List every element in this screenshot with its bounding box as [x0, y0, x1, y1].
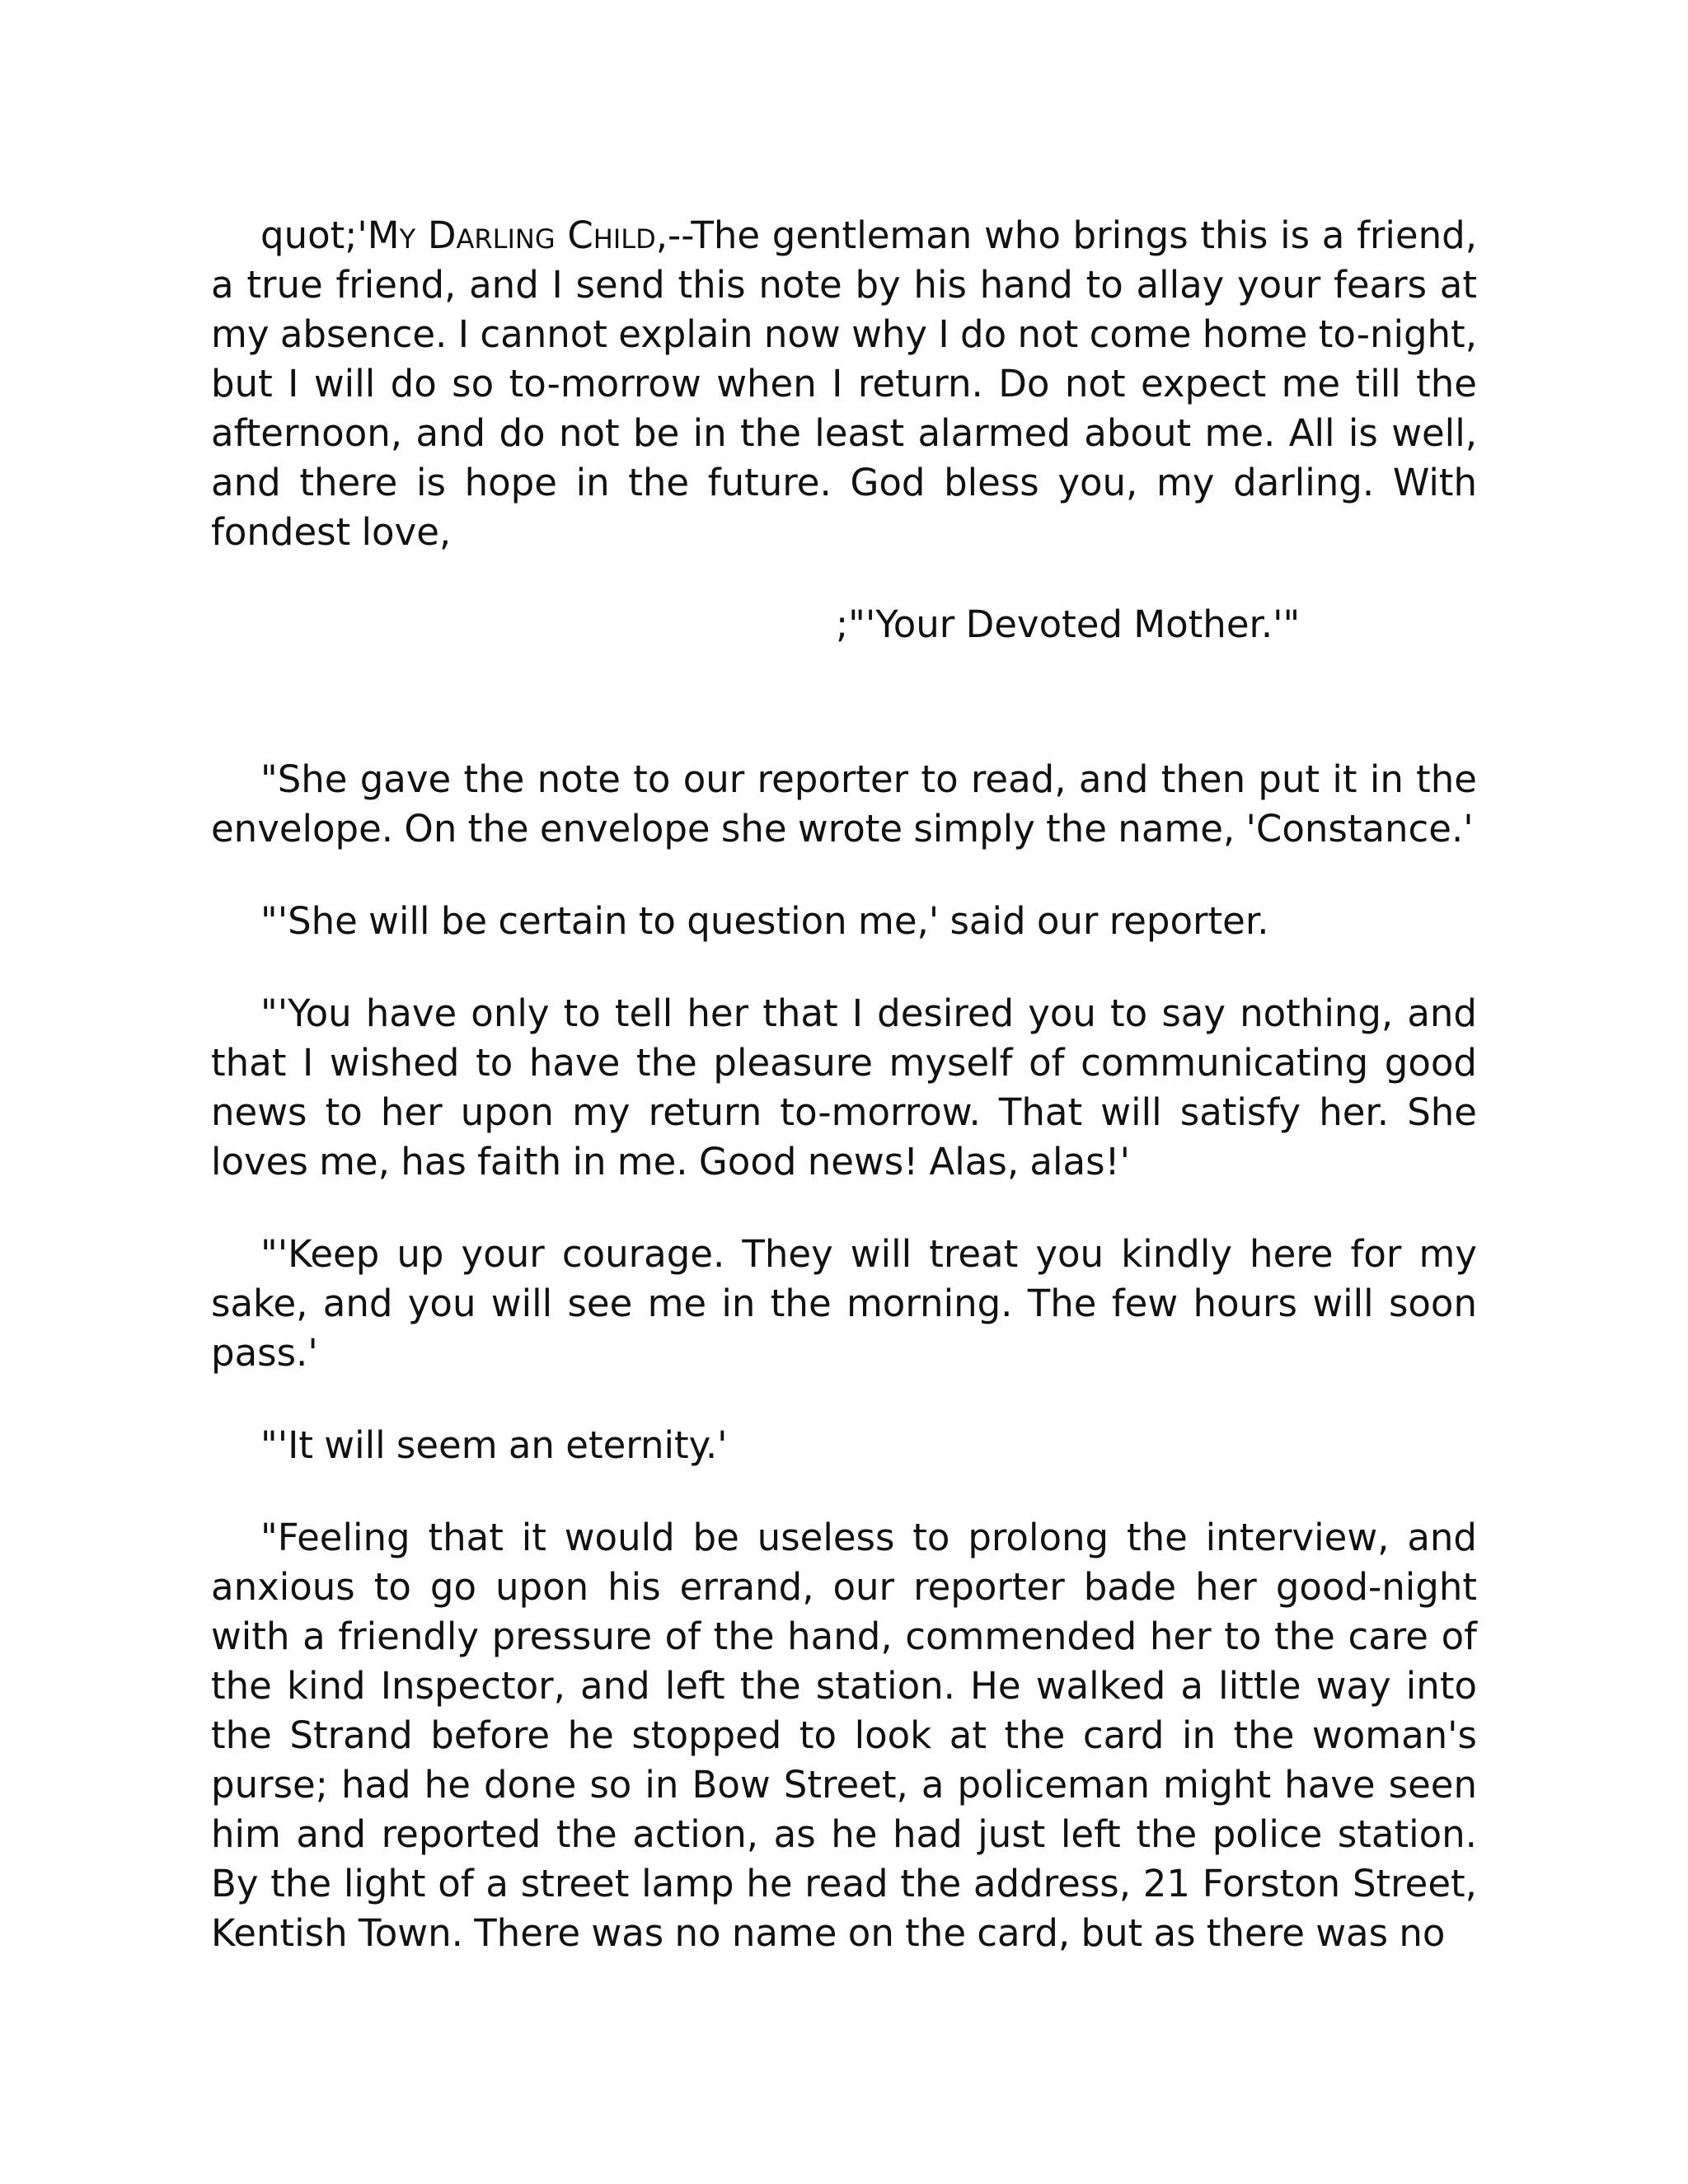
paragraph: "'You have only to tell her that I desired you to say nothing, and that I wished to have the pleasure myself of communicating good news to her upon my return to-morrow. That will satisfy her. She loves me, has faith in me. Good news! Alas, alas!' [211, 991, 1477, 1183]
letter-body: ,--The gentleman who brings this is a friend, a true friend, and I send this note by his hand to allay your fears at my absence. I cannot explain now why I do not come home to-night, but I will do so to-morrow when I return. Do not expect me till the afternoon, and do not be in the least alarmed about me. All is well, and there is hope in the future. God bless you, my darling. With fondest love, [211, 213, 1477, 554]
paragraph: "She gave the note to our reporter to read, and then put it in the envelope. On the envelope she wrote simply the name, 'Constance.' [211, 757, 1477, 851]
letter-salutation: My Darling Child [367, 213, 656, 257]
letter-signature: ;"'Your Devoted Mother.'" [836, 602, 1301, 646]
document-page [211, 211, 1477, 1958]
paragraph: "'It will seem an eternity.' [260, 1423, 728, 1467]
section-gap [211, 649, 1477, 755]
paragraph: "Feeling that it would be useless to prolong the interview, and anxious to go upon his errand, our reporter bade her good-night with a friendly pressure of the hand, commended her to the care of the kind Inspector, and left the station. He walked a little way into the Strand before he stopped to look at the card in the woman's purse; had he done so in Bow Street, a policeman might have seen him and reported the action, as he had just left the police station. By the light of a street lamp he read the address, 21 Forston Street, Kentish Town. There was no name on the card, but as there was no [211, 1516, 1477, 1955]
paragraph: "'Keep up your courage. They will treat you kindly here for my sake, and you will see me in the morning. The few hours will soon pass.' [211, 1232, 1477, 1375]
paragraph: "'She will be certain to question me,' said our reporter. [260, 899, 1269, 943]
letter-prefix: quot;' [260, 213, 368, 257]
letter-paragraph [211, 211, 1477, 557]
